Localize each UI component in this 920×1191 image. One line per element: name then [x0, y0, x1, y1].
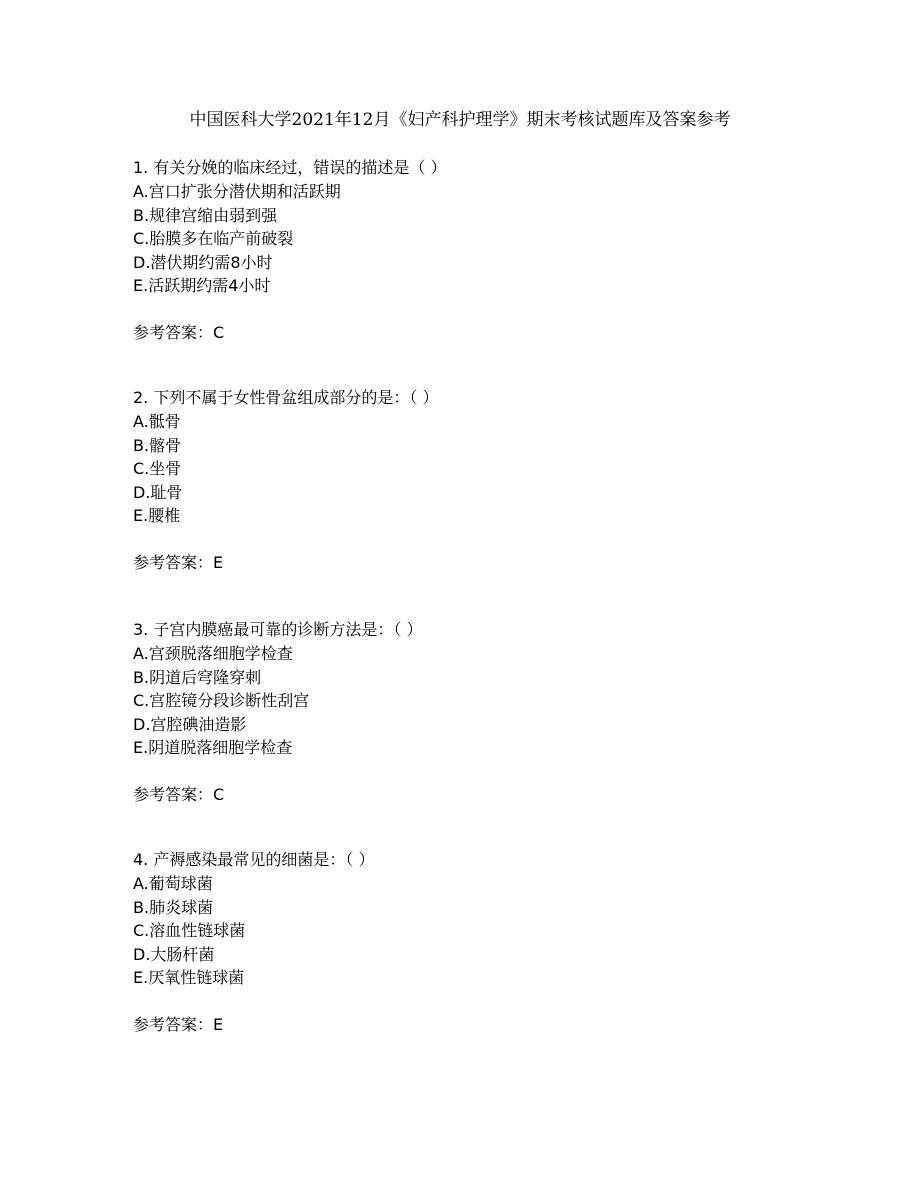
- option-b: B.规律宫缩由弱到强: [133, 205, 278, 225]
- question-block: [133, 156, 833, 345]
- document-title: 中国医科大学2021年12月《妇产科护理学》期末考核试题库及答案参考: [189, 110, 731, 130]
- option-list: [133, 642, 833, 760]
- question-stem: 2. 下列不属于女性骨盆组成部分的是：（ ）: [133, 388, 439, 407]
- option-list: [133, 180, 833, 298]
- option-a: A.宫颈脱落细胞学检查: [133, 644, 293, 663]
- option-e: E.厌氧性链球菌: [133, 968, 245, 987]
- question-stem: 3. 子宫内膜癌最可靠的诊断方法是：（ ）: [133, 620, 423, 639]
- reference-answer: 参考答案：C: [133, 322, 225, 342]
- option-e: E.阴道脱落细胞学检查: [133, 738, 293, 757]
- option-d: D.大肠杆菌: [133, 944, 215, 964]
- option-list: [133, 872, 833, 990]
- option-c: C.坐骨: [133, 459, 182, 478]
- option-e: E.腰椎: [133, 506, 181, 525]
- option-a: A.宫口扩张分潜伏期和活跃期: [133, 182, 341, 201]
- option-b: B.髂骨: [133, 435, 182, 455]
- option-b: B.阴道后穹隆穿刺: [133, 667, 262, 687]
- reference-answer: 参考答案：E: [133, 552, 224, 572]
- option-c: C.胎膜多在临产前破裂: [133, 229, 294, 248]
- question-block: [133, 618, 833, 807]
- question-block: [133, 386, 833, 575]
- option-d: D.宫腔碘油造影: [133, 714, 247, 734]
- option-c: C.宫腔镜分段诊断性刮宫: [133, 691, 310, 710]
- option-b: B.肺炎球菌: [133, 897, 214, 917]
- reference-answer: 参考答案：C: [133, 784, 225, 804]
- option-list: [133, 410, 833, 528]
- option-a: A.骶骨: [133, 412, 181, 431]
- option-d: D.潜伏期约需8小时: [133, 252, 273, 272]
- option-a: A.葡萄球菌: [133, 874, 213, 893]
- option-e: E.活跃期约需4小时: [133, 276, 271, 295]
- option-c: C.溶血性链球菌: [133, 921, 246, 940]
- question-stem: 4. 产褥感染最常见的细菌是：（ ）: [133, 850, 375, 869]
- question-stem: 1. 有关分娩的临床经过，错误的描述是（ ）: [133, 158, 447, 177]
- question-block: [133, 848, 833, 1037]
- reference-answer: 参考答案：E: [133, 1014, 224, 1034]
- option-d: D.耻骨: [133, 482, 183, 502]
